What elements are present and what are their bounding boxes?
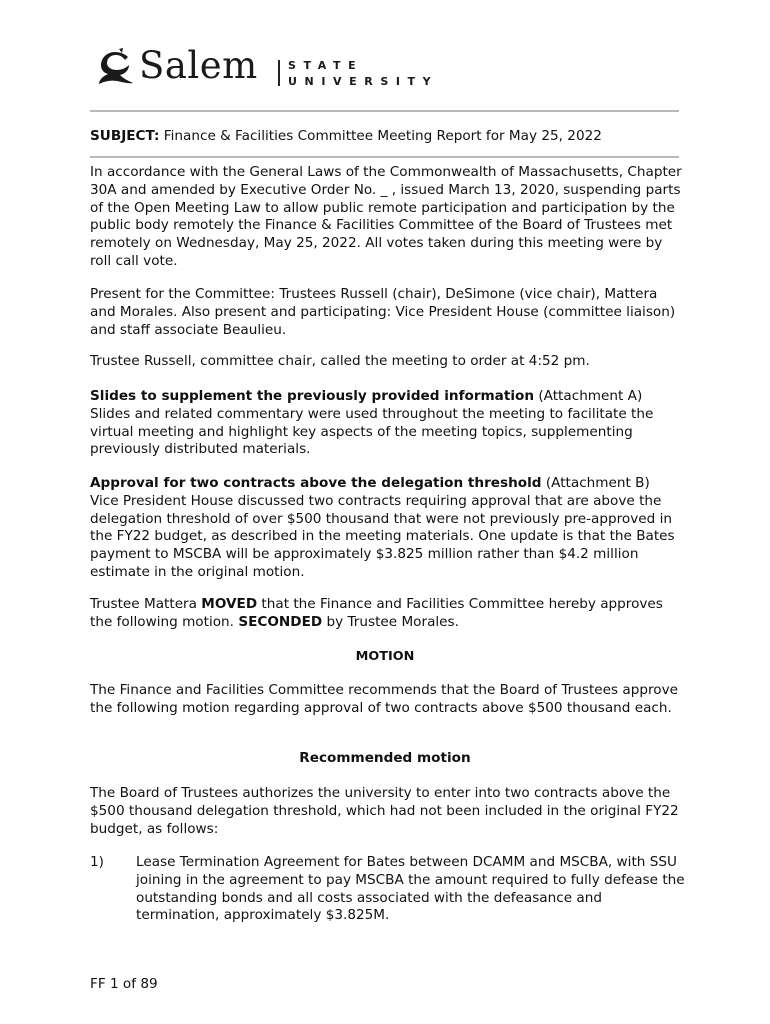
approval-attachment: (Attachment B) (541, 475, 650, 491)
subject-label: SUBJECT: (90, 128, 160, 144)
logo-university-text: UNIVERSITY (288, 75, 439, 88)
slides-attachment: (Attachment A) (534, 388, 643, 404)
seconded-post-text: by Trustee Morales. (322, 613, 459, 630)
motion-heading: MOTION (355, 649, 415, 664)
recommended-motion-heading: Recommended motion (299, 750, 471, 766)
moved-pre-text: Trustee Mattera (90, 596, 202, 612)
approval-body: Vice President House discussed two contracts requiring approval that are above the delegation threshold of over $500 thousand that were not previously pre-approved in the FY22 budget, as described in the meeting materials. One update is that the Bates payment to MSCBA will be approximately $3.825 million rather than $4.2 million estimate in the original motion. (90, 492, 675, 580)
seconded-bold-text: SECONDED (238, 613, 323, 630)
authorizes-paragraph: The Board of Trustees authorizes the university to enter into two contracts above the $500 thousand delegation threshold, which had not been included in the original FY22 budget, as follows: (90, 785, 679, 837)
list-item-number: 1) (90, 854, 104, 870)
logo-emblem-icon (95, 48, 137, 90)
approval-section (90, 475, 685, 582)
moved-paragraph (90, 596, 685, 632)
top-divider (90, 110, 679, 112)
slides-section (90, 388, 685, 459)
list-item-text: Lease Termination Agreement for Bates between DCAMM and MSCBA, with SSU joining in the agreement to pay MSCBA the amount required to fully defease the outstanding bonds and all costs associated with the defeasance and termination, approximately $3.825M. (136, 854, 685, 924)
logo-divider (278, 60, 280, 86)
approval-heading: Approval for two contracts above the delegation threshold (90, 475, 542, 491)
present-paragraph: Present for the Committee: Trustees Russell (chair), DeSimone (vice chair), Mattera and Morales. Also present and participating: Vice President House (committee liaison) and staff associate Beaulieu. (90, 286, 676, 338)
logo-state-text: STATE (288, 59, 364, 72)
slides-heading: Slides to supplement the previously provided information (90, 388, 535, 404)
page-footer: FF 1 of 89 (90, 976, 158, 992)
subject-divider (90, 156, 679, 158)
slides-body: Slides and related commentary were used throughout the meeting to facilitate the virtual meeting and highlight key aspects of the meeting topics, supplementing previously distributed materials. (90, 405, 654, 458)
subject-text: Finance & Facilities Committee Meeting Report for May 25, 2022 (159, 128, 602, 144)
logo-wordmark: Salem (139, 44, 258, 87)
intro-paragraph: In accordance with the General Laws of the Commonwealth of Massachusetts, Chapter 30A and amended by Executive Order No. _ , issued March 13, 2020, suspending parts of the Open Meeting Law to allow public remote participation and participation by the public body remotely the Finance & Facilities Committee of the Board of Trustees met remotely on Wednesday, May 25, 2022. All votes taken during this meeting were by roll call vote. (90, 164, 682, 269)
salem-state-logo (95, 46, 465, 96)
subject-line (90, 128, 602, 144)
moved-bold-text: MOVED (201, 596, 258, 612)
call-to-order-paragraph: Trustee Russell, committee chair, called the meeting to order at 4:52 pm. (90, 353, 590, 369)
moved-mid-text: that the Finance and Facilities Committee hereby approves the following motion. (90, 596, 663, 630)
recommends-paragraph: The Finance and Facilities Committee recommends that the Board of Trustees approve the following motion regarding approval of two contracts above $500 thousand each. (90, 682, 679, 716)
